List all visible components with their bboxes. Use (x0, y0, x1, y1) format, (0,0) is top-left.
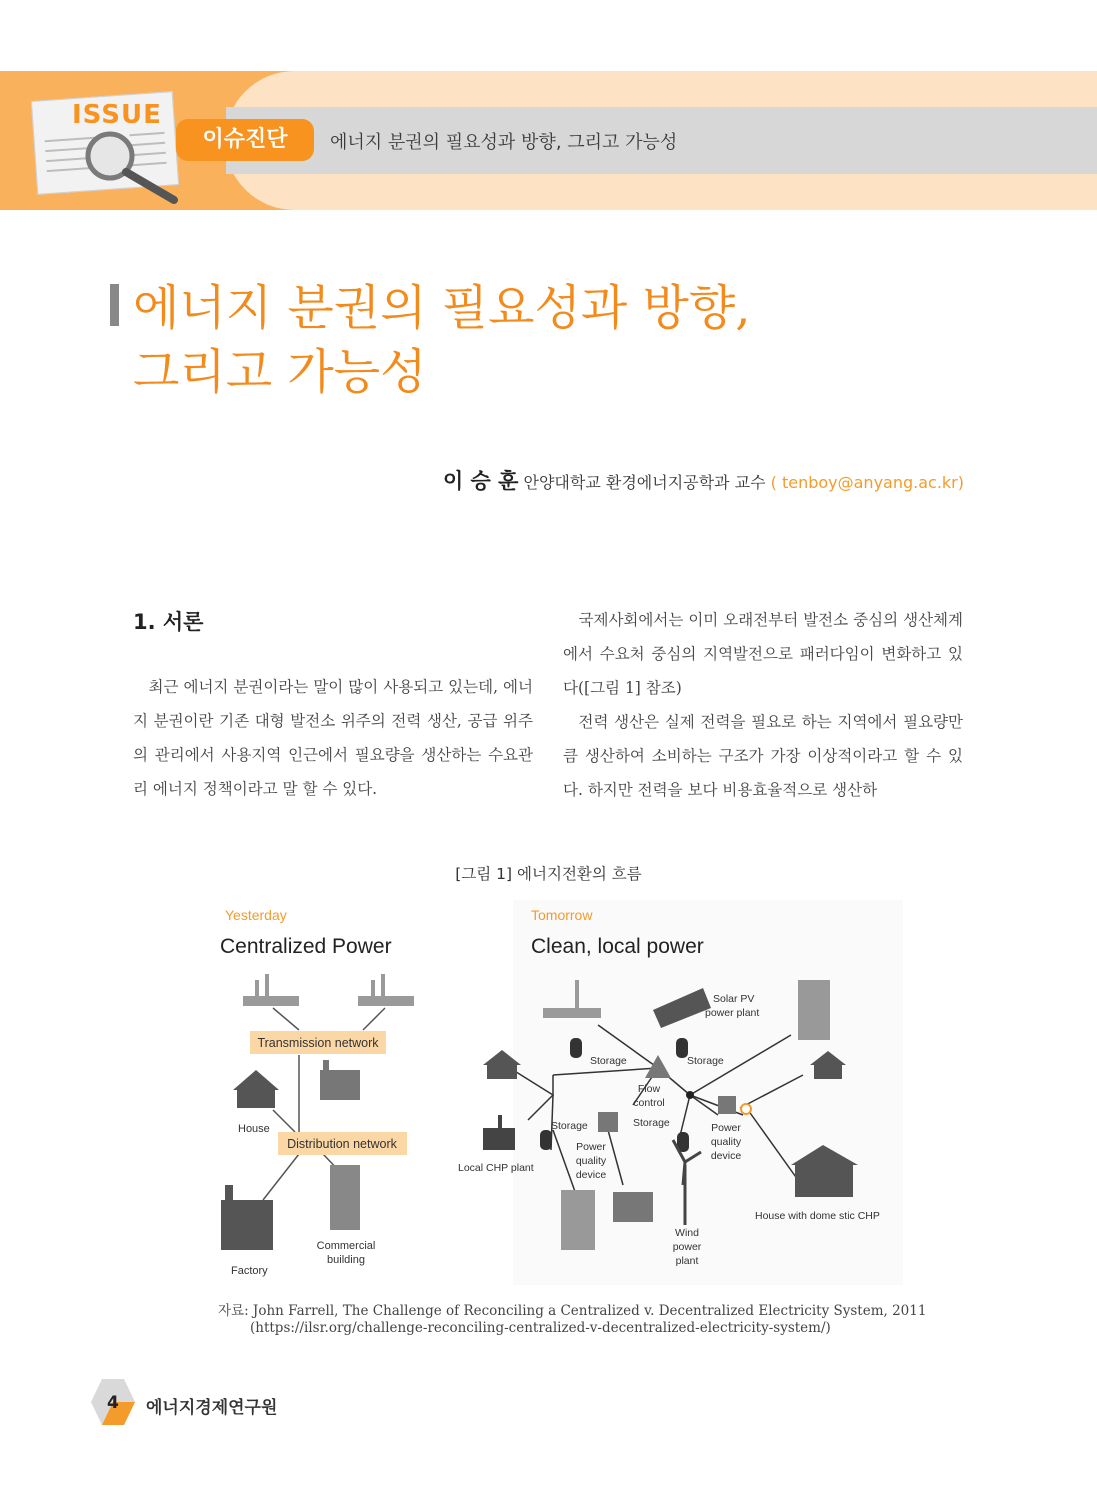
article-title (133, 276, 750, 404)
section-heading: 1. 서론 (133, 610, 204, 634)
pq-label-2: quality (710, 1136, 742, 1148)
solar-label-2: power plant (705, 1007, 760, 1019)
author-line (443, 465, 964, 495)
wind-label-2: power (672, 1241, 702, 1253)
centralized-power-title: Centralized Power (220, 935, 392, 958)
factory-icon (320, 1060, 360, 1100)
office-tower-icon (798, 980, 830, 1040)
author-email: ( tenboy@anyang.ac.kr) (770, 473, 964, 492)
junction-node (741, 1104, 751, 1114)
flow-control-label-1: Flow (637, 1083, 661, 1095)
footer-org: 에너지경제연구원 (146, 1398, 278, 1418)
pq-label-3: device (575, 1169, 607, 1181)
storage-battery-icon (570, 1038, 582, 1058)
office-tower-icon (561, 1190, 595, 1250)
storage-label: Storage (687, 1055, 724, 1067)
right-paragraph-1: 국제사회에서는 이미 오래전부터 발전소 중심의 생산체계에서 수요처 중심의 지역발전으로 패러다임이 변화하고 있다([그림 1] 참조) (563, 611, 963, 697)
factory-icon (613, 1192, 653, 1222)
storage-label: Storage (551, 1120, 588, 1132)
storage-label: Storage (633, 1117, 670, 1129)
pq-label-1: Power (576, 1141, 606, 1153)
wind-label-1: Wind (675, 1227, 699, 1239)
clean-local-power-title: Clean, local power (531, 935, 704, 958)
factory-icon (221, 1185, 273, 1250)
title-line-1: 에너지 분권의 필요성과 방향, (133, 280, 751, 336)
pq-label-1: Power (711, 1122, 741, 1134)
storage-label: Storage (590, 1055, 627, 1067)
transmission-network-label: Transmission network (257, 1036, 379, 1050)
junction-node (686, 1091, 694, 1099)
right-column (563, 603, 963, 807)
flow-control-label-2: control (633, 1097, 665, 1109)
magnifier-icon (78, 128, 188, 208)
factory-label: Factory (231, 1265, 268, 1277)
chp-plant-icon (483, 1115, 515, 1150)
author-name: 이 승 훈 (442, 469, 519, 493)
power-plant-icon (358, 974, 414, 1006)
left-paragraph (133, 670, 533, 806)
power-plant-icon (243, 974, 299, 1006)
energy-transition-figure (213, 900, 903, 1285)
author-affiliation: 안양대학교 환경에너지공학과 교수 (523, 473, 766, 492)
distribution-network-label: Distribution network (287, 1137, 397, 1151)
power-quality-device-icon (598, 1112, 618, 1132)
house-label: House (238, 1123, 270, 1135)
title-line-2: 그리고 가능성 (133, 344, 427, 400)
solar-label-1: Solar PV (713, 993, 755, 1005)
source-line-2: (https://ilsr.org/challenge-reconciling-centralized-v-decentralized-electricity-system/) (250, 1320, 831, 1336)
power-quality-device-icon (718, 1096, 736, 1114)
house-chp-label: House with dome stic CHP (755, 1210, 880, 1222)
right-paragraph-2: 전력 생산은 실제 전력을 필요로 하는 지역에서 필요량만큼 생산하여 소비하는 구조가 가장 이상적이라고 할 수 있다. 하지만 전력을 보다 비용효율적으로 생산하 (563, 713, 963, 799)
source-line-1: 자료: John Farrell, The Challenge of Reconciling a Centralized v. Decentralized Electricity System, 2011 (218, 1303, 927, 1319)
left-paragraph-text: 최근 에너지 분권이라는 말이 많이 사용되고 있는데, 에너지 분권이란 기존 대형 발전소 위주의 전력 생산, 공급 위주의 관리에서 사용지역 인근에서 필요량을 생산하는 수요관리 에너지 정책이라고 말 할 수 있다. (133, 678, 533, 798)
commercial-label-1: Commercial (316, 1240, 376, 1252)
wind-label-3: plant (675, 1255, 699, 1267)
title-marker (110, 284, 119, 326)
figure-caption: [그림 1] 에너지전환의 흐름 (455, 865, 642, 883)
storage-battery-icon (540, 1130, 552, 1150)
tomorrow-tag: Tomorrow (531, 907, 593, 923)
house-icon (233, 1070, 279, 1108)
commercial-label-2: building (327, 1254, 365, 1266)
chp-label: Local CHP plant (458, 1162, 534, 1174)
section-label: 이슈진단 (176, 119, 314, 161)
commercial-building-icon (330, 1165, 360, 1230)
pq-label-2: quality (575, 1155, 607, 1167)
yesterday-tag: Yesterday (225, 907, 287, 923)
header-subtitle: 에너지 분권의 필요성과 방향, 그리고 가능성 (330, 132, 678, 153)
pq-label-3: device (710, 1150, 742, 1162)
issue-word: ISSUE (72, 100, 162, 130)
page-number: 4 (107, 1393, 119, 1413)
